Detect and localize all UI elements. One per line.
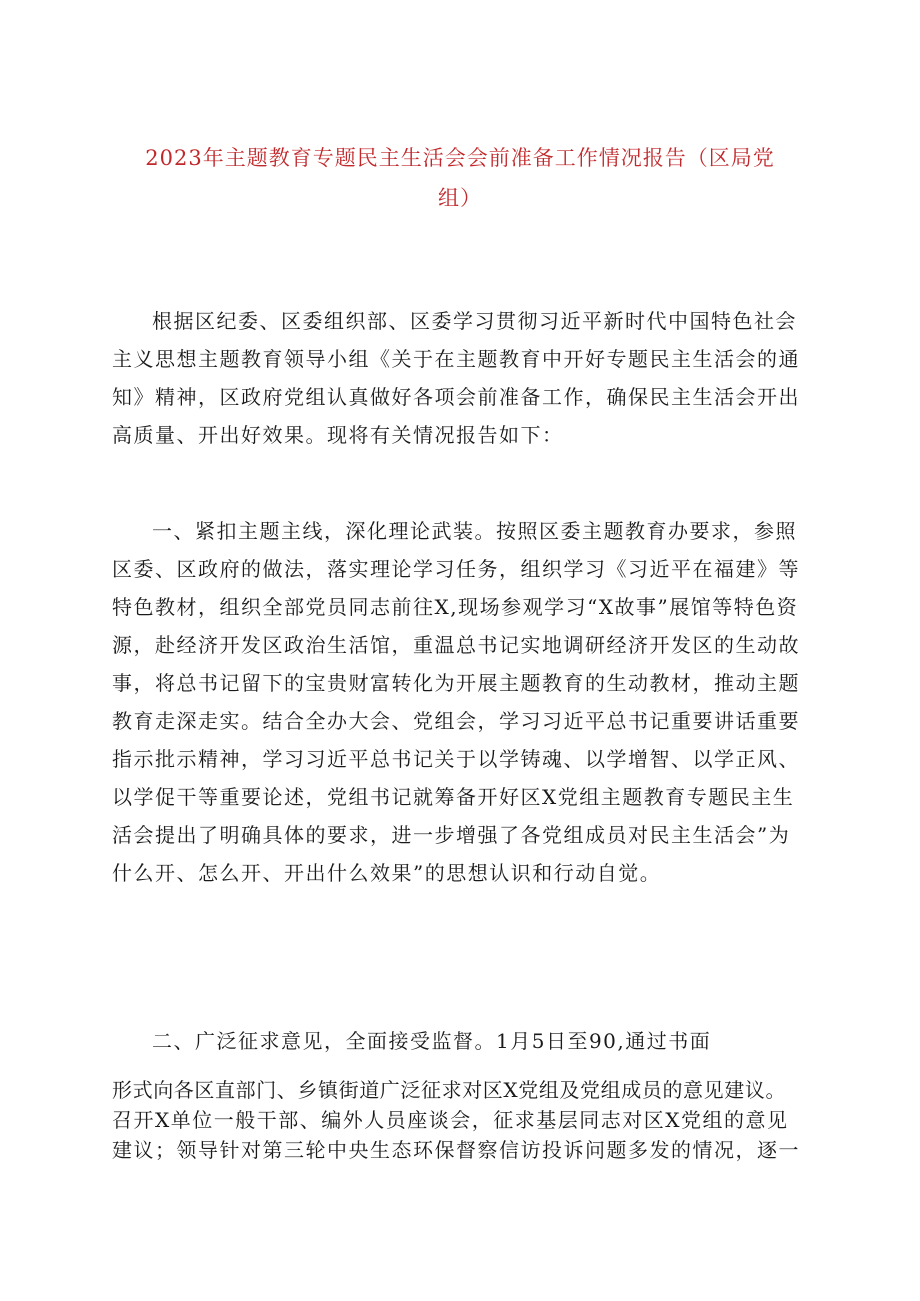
document-title-line: 2023年主题教育专题民主生活会会前准备工作情况报告（区局党 (145, 146, 775, 170)
paragraph-line: 源，赴经济开发区政治生活馆，重温总书记实地调研经济开发区的生动故 (112, 633, 800, 657)
paragraph-line: 形式向各区直部门、乡镇街道广泛征求对区X党组及党组成员的意见建议。 (112, 1078, 787, 1102)
paragraph-intro (112, 302, 812, 454)
paragraph-line: 高质量、开出好效果。现将有关情况报告如下： (112, 423, 564, 447)
paragraph-line: 什么开、怎么开、开出什么效果”的思想认识和行动自觉。 (112, 861, 662, 885)
paragraph-line: 知》精神，区政府党组认真做好各项会前准备工作，确保民主生活会开出 (112, 385, 800, 409)
paragraph-line: 特色教材，组织全部党员同志前往X,现场参观学习“X故事”展馆等特色资 (112, 595, 799, 619)
paragraph-line: 区委、区政府的做法，落实理论学习任务，组织学习《习近平在福建》等 (112, 557, 800, 581)
paragraph-section-2-head (112, 1022, 812, 1060)
paragraph-line: 活会提出了明确具体的要求，进一步增强了各党组成员对民主生活会”为 (112, 823, 791, 847)
paragraph-line: 教育走深走实。结合全办大会、党组会，学习习近平总书记重要讲话重要 (112, 709, 800, 733)
paragraph-line: 根据区纪委、区委组织部、区委学习贯彻习近平新时代中国特色社会 (152, 309, 797, 333)
paragraph-line: 一、紧扣主题主线，深化理论武装。按照区委主题教育办要求，参照 (152, 519, 797, 543)
paragraph-line: 建议；领导针对第三轮中央生态环保督察信访投诉问题多发的情况，逐一 (112, 1138, 800, 1162)
paragraph-line: 召开X单位一般干部、编外人员座谈会，征求基层同志对区X党组的意见 (112, 1108, 789, 1132)
paragraph-line: 主义思想主题教育领导小组《关于在主题教育中开好专题民主生活会的通 (112, 347, 800, 371)
paragraph-line: 以学促干等重要论述，党组书记就筹备开好区X党组主题教育专题民主生 (112, 785, 795, 809)
paragraph-section-2-body (112, 1075, 812, 1165)
paragraph-line: 事，将总书记留下的宝贵财富转化为开展主题教育的生动教材，推动主题 (112, 671, 800, 695)
paragraph-section-1 (112, 512, 812, 892)
paragraph-line: 二、广泛征求意见，全面接受监督。1月5日至90,通过书面 (152, 1029, 712, 1053)
document-title-line: 组） (438, 186, 482, 210)
document-title (110, 138, 810, 218)
paragraph-line: 指示批示精神，学习习近平总书记关于以学铸魂、以学增智、以学正风、 (112, 747, 800, 771)
